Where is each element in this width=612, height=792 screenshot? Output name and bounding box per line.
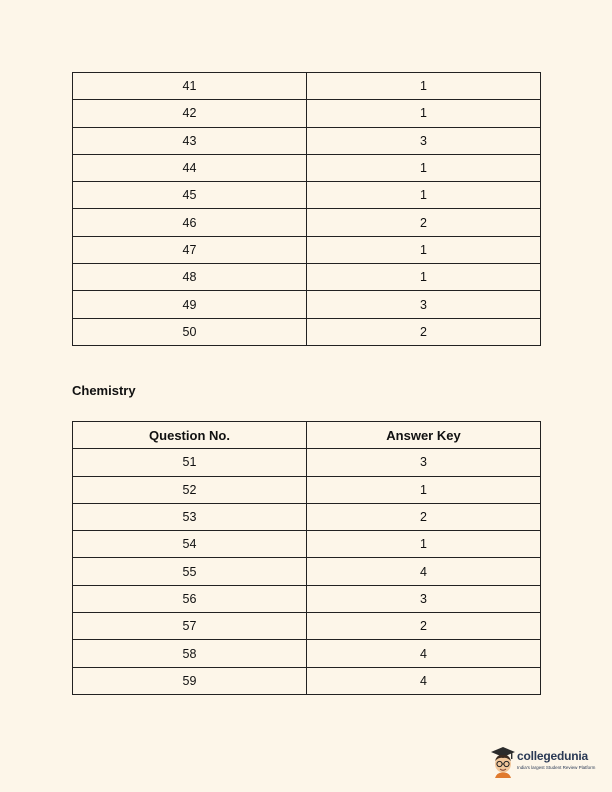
table-row — [73, 236, 541, 263]
answer-key-cell: 4 — [307, 558, 541, 585]
chemistry-answer-key-table-body — [73, 449, 541, 695]
answer-key-cell: 3 — [307, 585, 541, 612]
chemistry-answer-key-table — [72, 421, 541, 695]
answer-key-cell: 2 — [307, 503, 541, 530]
table-header-row — [73, 422, 541, 449]
answer-key-cell: 4 — [307, 640, 541, 667]
table-row — [73, 127, 541, 154]
answer-key-cell: 1 — [307, 264, 541, 291]
question-number-cell: 47 — [73, 236, 307, 263]
question-number-cell: 59 — [73, 667, 307, 694]
answer-key-header: Answer Key — [307, 422, 541, 449]
question-number-cell: 57 — [73, 613, 307, 640]
table-row — [73, 154, 541, 181]
table-row — [73, 449, 541, 476]
question-number-cell: 41 — [73, 73, 307, 100]
answer-key-cell: 3 — [307, 449, 541, 476]
mascot-logo-icon — [489, 744, 517, 778]
question-number-cell: 46 — [73, 209, 307, 236]
answer-key-cell: 2 — [307, 209, 541, 236]
table-row — [73, 100, 541, 127]
answer-key-cell: 3 — [307, 127, 541, 154]
answer-key-cell: 1 — [307, 236, 541, 263]
question-number-cell: 42 — [73, 100, 307, 127]
question-number-cell: 51 — [73, 449, 307, 476]
question-number-cell: 56 — [73, 585, 307, 612]
question-number-cell: 54 — [73, 531, 307, 558]
table-row — [73, 531, 541, 558]
table-row — [73, 476, 541, 503]
table-row — [73, 73, 541, 100]
table-row — [73, 558, 541, 585]
table-row — [73, 318, 541, 345]
question-number-cell: 44 — [73, 154, 307, 181]
answer-key-cell: 1 — [307, 182, 541, 209]
question-no-header: Question No. — [73, 422, 307, 449]
brand-name: collegedunia — [517, 749, 588, 763]
answer-key-cell: 1 — [307, 476, 541, 503]
question-number-cell: 49 — [73, 291, 307, 318]
answer-key-cell: 1 — [307, 154, 541, 181]
answer-key-cell: 2 — [307, 613, 541, 640]
answer-key-cell: 1 — [307, 73, 541, 100]
question-number-cell: 55 — [73, 558, 307, 585]
question-number-cell: 45 — [73, 182, 307, 209]
question-number-cell: 58 — [73, 640, 307, 667]
answer-key-table-top — [72, 72, 541, 346]
question-number-cell: 52 — [73, 476, 307, 503]
table-row — [73, 264, 541, 291]
question-number-cell: 53 — [73, 503, 307, 530]
answer-key-table-top-body — [73, 73, 541, 346]
table-row — [73, 209, 541, 236]
brand-tagline: India's largest Student Review Platform — [517, 765, 596, 770]
answer-key-cell: 3 — [307, 291, 541, 318]
table-row — [73, 640, 541, 667]
answer-key-cell: 1 — [307, 100, 541, 127]
table-row — [73, 613, 541, 640]
question-number-cell: 50 — [73, 318, 307, 345]
table-row — [73, 182, 541, 209]
question-number-cell: 43 — [73, 127, 307, 154]
answer-key-cell: 1 — [307, 531, 541, 558]
collegedunia-brand[interactable] — [489, 744, 594, 780]
answer-key-cell: 4 — [307, 667, 541, 694]
table-row — [73, 667, 541, 694]
answer-key-cell: 2 — [307, 318, 541, 345]
question-number-cell: 48 — [73, 264, 307, 291]
table-row — [73, 503, 541, 530]
table-row — [73, 291, 541, 318]
table-row — [73, 585, 541, 612]
chemistry-section-title: Chemistry — [72, 383, 136, 398]
